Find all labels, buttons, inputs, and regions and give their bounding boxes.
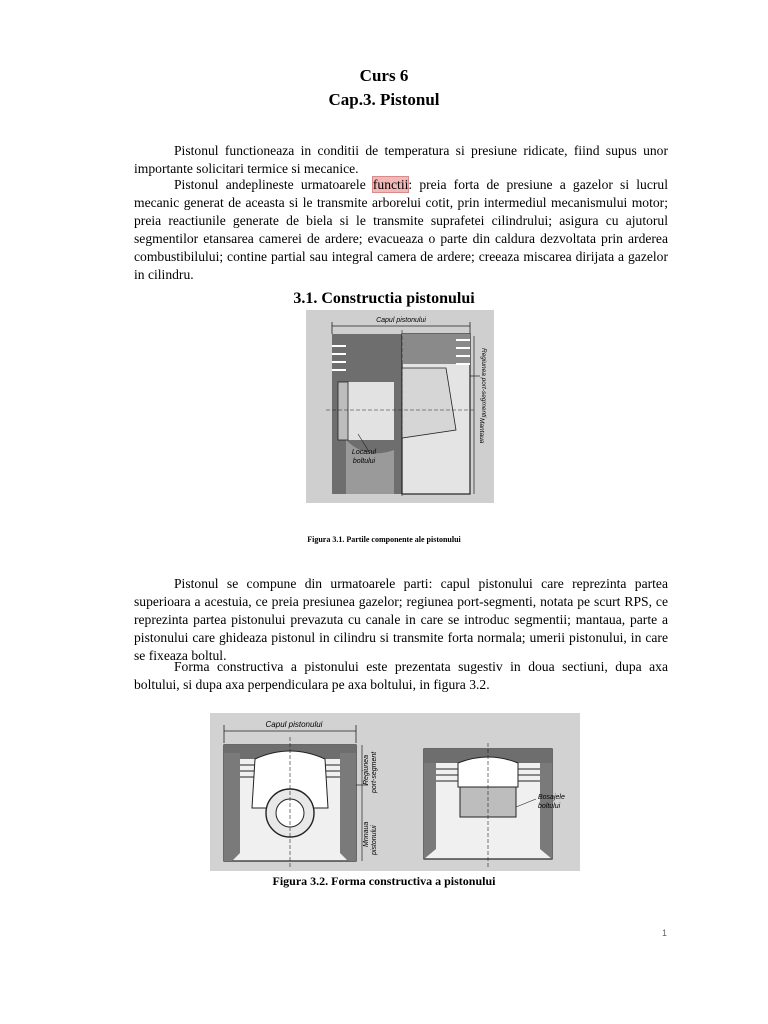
- section-title: 3.1. Constructia pistonului: [293, 290, 475, 307]
- piston-drawing-1: [306, 310, 494, 503]
- piston-shape-figure: [210, 713, 580, 871]
- intro-paragraph-2: [134, 176, 668, 284]
- intro-text-2a: Pistonul andeplineste urmatoarele: [174, 177, 373, 192]
- body-paragraph-2: [134, 658, 668, 694]
- body-paragraph-1: [134, 575, 668, 665]
- intro-text-2b: : preia forta de presiune a gazelor si lucrul mecanic generat de aceasta si le transmite arborelui cotit, prin intermediul mecanismului motor; preia reactiunile generate de biela si le transmite suprafetei cilindrului; asigura cu ajutorul segmentilor etansarea camerei de ardere; evacueaza o parte din caldura dezvoltata prin arderea combustibilului; contine partial sau integral camera de ardere; creeaza miscarea dirijata a gazelor in cilindru.: [134, 177, 668, 282]
- fig2-label-mant2: pistonului: [371, 825, 378, 855]
- fig1-label-bolt: boltului: [352, 458, 376, 465]
- intro-text-1: Pistonul functioneaza in conditii de temperatura si presiune ridicate, fiind supus unor importante solicitari termice si mecanice.: [134, 143, 668, 176]
- fig2-label-bosaj2: boltului: [538, 803, 561, 810]
- fig1-label-rps: Regiunea port-segmenti: [480, 348, 487, 418]
- fig1-label-cap: Capul pistonului: [376, 317, 426, 324]
- fig2-label-cap: Capul pistonului: [265, 720, 323, 729]
- fig2-label-bosaj1: Bosajele: [538, 794, 565, 801]
- fig2-label-rps1: Regiunea: [363, 755, 370, 785]
- chapter-title: Cap.3. Pistonul: [328, 90, 440, 109]
- piston-drawing-2: [210, 713, 580, 871]
- body-text-2: Forma constructiva a pistonului este prezentata sugestiv in doua sectiuni, dupa axa boltului, si dupa axa perpendiculara pe axa boltului, in figura 3.2.: [134, 659, 668, 692]
- fig2-label-mant1: Mnnaua: [363, 821, 370, 847]
- highlighted-word[interactable]: functii: [372, 177, 409, 192]
- body-text-1: Pistonul se compune din urmatoarele parti: capul pistonului care reprezinta partea superioara a acestuia, ce preia presiunea gazelor; regiunea port-segmenti, notata pe scurt RPS, ce reprezinta partea pistonului prevazuta cu canale in care se introduc segmentii; mantaua, parte a pistonului care ghideaza pistonul in cilindru si transmite forta normala; umerii pistonului, in care se fixeaza boltul.: [134, 576, 668, 663]
- piston-components-figure: [306, 310, 494, 503]
- fig1-label-locas: Locasul: [351, 449, 377, 456]
- figure-1-caption: Figura 3.1. Partile componente ale pistonului: [307, 535, 461, 544]
- intro-paragraph-1: [134, 142, 668, 178]
- course-title: Curs 6: [359, 66, 409, 85]
- page-number: 1: [661, 928, 667, 938]
- fig1-label-mantaua: Mantaua: [478, 418, 485, 444]
- fig2-label-rps2: port-segment: [371, 751, 378, 793]
- figure-2-caption: Figura 3.2. Forma constructiva a pistonului: [272, 874, 496, 888]
